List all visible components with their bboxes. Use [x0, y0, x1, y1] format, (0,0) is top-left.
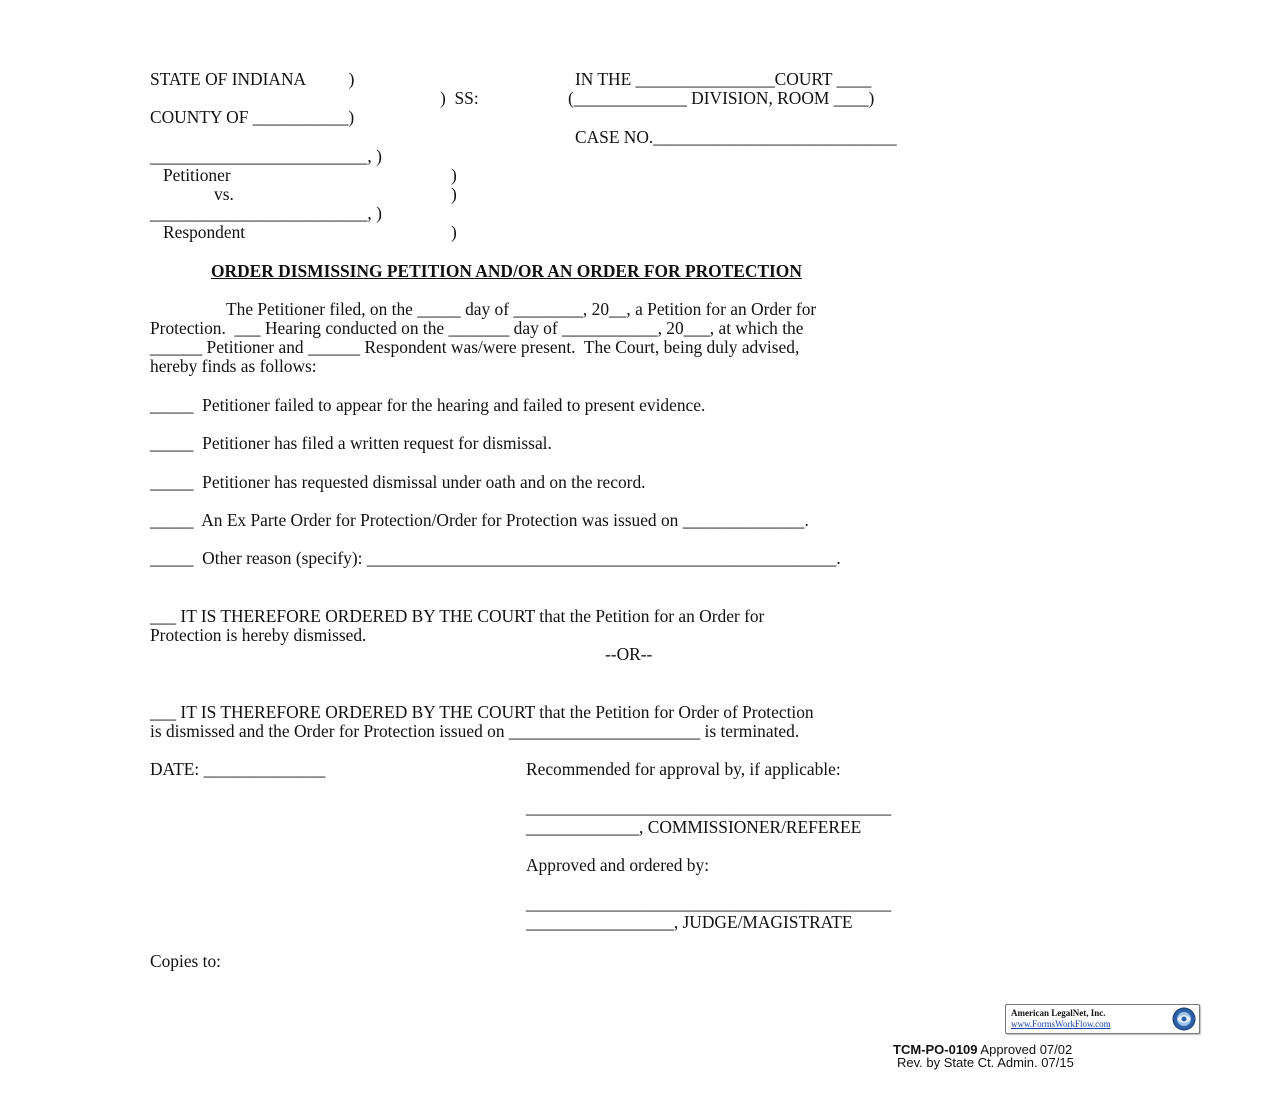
logo-website-link[interactable]: www.FormsWorkFlow.com — [1011, 1019, 1111, 1029]
intro-line: Protection. ___ Hearing conducted on the _______ day of ___________, 20___, at which the — [150, 318, 804, 338]
legalnet-logo — [1005, 1004, 1200, 1034]
versus-label: vs. — [214, 184, 234, 204]
division-field: (_____________ DIVISION, ROOM ____) — [568, 88, 875, 108]
order-dismiss-line: Protection is hereby dismissed. — [150, 625, 367, 645]
form-revision: Rev. by State Ct. Admin. 07/15 — [897, 1055, 1074, 1070]
respondent-name-field: _________________________, ) — [150, 203, 382, 223]
caption-paren: ) — [451, 222, 457, 242]
order-terminate-line: is dismissed and the Order for Protection issued on ______________________ is terminated. — [150, 721, 800, 741]
intro-line: hereby finds as follows: — [150, 356, 317, 376]
county-field: COUNTY OF ___________) — [150, 107, 355, 127]
commissioner-signature-line: __________________________________________ — [526, 797, 892, 817]
judge-name-field: _________________, JUDGE/MAGISTRATE — [526, 912, 853, 932]
respondent-label: Respondent — [163, 222, 246, 242]
caption-paren: ) — [451, 184, 457, 204]
ss-label: ) SS: — [440, 88, 479, 108]
order-dismiss-line: ___ IT IS THEREFORE ORDERED BY THE COURT that the Petition for an Order for — [150, 606, 765, 626]
caption-paren: ) — [451, 165, 457, 185]
order-terminate-line: ___ IT IS THEREFORE ORDERED BY THE COURT that the Petition for Order of Protection — [150, 702, 814, 722]
finding-item: _____ Petitioner failed to appear for the hearing and failed to present evidence. — [150, 395, 706, 415]
petitioner-label: Petitioner — [163, 165, 231, 185]
petitioner-name-field: _________________________, ) — [150, 146, 382, 166]
judge-signature-line: __________________________________________ — [526, 893, 892, 913]
case-number-field: CASE NO.____________________________ — [575, 127, 897, 147]
court-field: IN THE ________________COURT ____ — [575, 69, 872, 89]
form-approved-date: Approved 07/02 — [977, 1042, 1073, 1057]
finding-item: _____ Petitioner has requested dismissal under oath and on the record. — [150, 472, 646, 492]
state-label: STATE OF INDIANA ) — [150, 69, 355, 89]
finding-item: _____ An Ex Parte Order for Protection/Order for Protection was issued on ______________. — [150, 510, 809, 530]
globe-icon — [1172, 1007, 1196, 1031]
finding-item: _____ Petitioner has filed a written request for dismissal. — [150, 433, 552, 453]
date-field: DATE: ______________ — [150, 759, 326, 779]
or-separator: --OR-- — [605, 644, 653, 664]
commissioner-name-field: _____________, COMMISSIONER/REFEREE — [526, 817, 862, 837]
intro-line: ______ Petitioner and ______ Respondent was/were present. The Court, being duly advised, — [150, 337, 800, 357]
logo-company-name: American LegalNet, Inc. — [1011, 1008, 1106, 1018]
document-title: ORDER DISMISSING PETITION AND/OR AN ORDER FOR PROTECTION — [211, 261, 802, 281]
recommended-label: Recommended for approval by, if applicable: — [526, 759, 841, 779]
copies-label: Copies to: — [150, 951, 222, 971]
intro-line: The Petitioner filed, on the _____ day of ________, 20__, a Petition for an Order for — [226, 299, 817, 319]
finding-item: _____ Other reason (specify): ______________________________________________________. — [150, 548, 841, 568]
approved-label: Approved and ordered by: — [526, 855, 710, 875]
form-id: TCM-PO-0109 — [893, 1042, 978, 1057]
